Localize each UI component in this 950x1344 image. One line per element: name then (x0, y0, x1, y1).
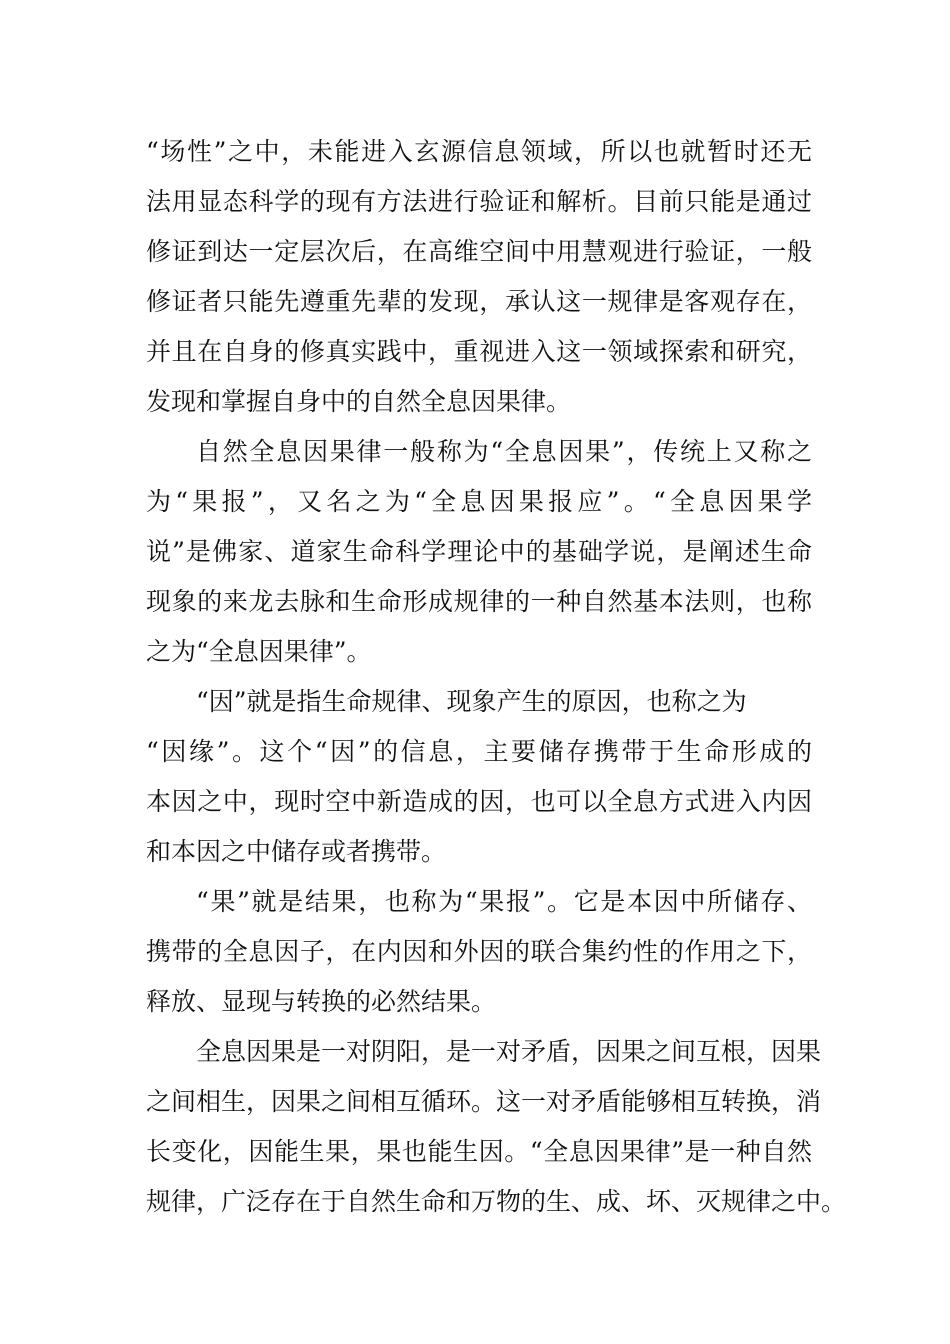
text-line: 说”是佛家、道家生命科学理论中的基础学说，是阐述生命 (146, 537, 812, 566)
paragraph-4 (146, 877, 812, 1027)
text-line: 修证者只能先遵重先辈的发现，承认这一规律是客观存在， (146, 287, 812, 316)
text-line: 法用显态科学的现有方法进行验证和解析。目前只能是通过 (146, 187, 812, 216)
text-line: 发现和掌握自身中的自然全息因果律。 (146, 387, 572, 416)
paragraph-2 (146, 427, 812, 677)
text-line: 长变化，因能生果，果也能生因。“全息因果律”是一种自然 (146, 1137, 812, 1166)
paragraph-5 (146, 1027, 847, 1227)
text-line: 规律，广泛存在于自然生命和万物的生、成、坏、灭规律之中。 (146, 1187, 847, 1216)
text-line: 现象的来龙去脉和生命形成规律的一种自然基本法则，也称 (146, 587, 812, 616)
text-line: “场性”之中，未能进入玄源信息领域，所以也就暂时还无 (146, 137, 812, 166)
text-line: 和本因之中储存或者携带。 (146, 837, 447, 866)
paragraph-3 (146, 677, 812, 877)
document-body (146, 127, 847, 1227)
text-line: 自然全息因果律一般称为“全息因果”，传统上又称之 (196, 437, 812, 466)
text-line: “因缘”。这个“因”的信息，主要储存携带于生命形成的 (146, 737, 812, 766)
text-line: “果”就是结果，也称为“果报”。它是本因中所储存、 (196, 887, 812, 916)
text-line: 本因之中，现时空中新造成的因，也可以全息方式进入内因 (146, 787, 812, 816)
text-line: 为“果报”，又名之为“全息因果报应”。“全息因果学 (146, 487, 812, 516)
text-line: 并且在自身的修真实践中，重视进入这一领域探索和研究， (146, 337, 812, 366)
text-line: 之为“全息因果律”。 (146, 637, 372, 666)
text-line: 全息因果是一对阴阳，是一对矛盾，因果之间互根，因果 (196, 1037, 822, 1066)
text-line: 携带的全息因子，在内因和外因的联合集约性的作用之下， (146, 937, 812, 966)
text-line: 之间相生，因果之间相互循环。这一对矛盾能够相互转换，消 (146, 1087, 822, 1116)
text-line: 释放、显现与转换的必然结果。 (146, 987, 497, 1016)
text-line: 修证到达一定层次后，在高维空间中用慧观进行验证，一般 (146, 237, 812, 266)
text-line: “因”就是指生命规律、现象产生的原因，也称之为 (196, 687, 747, 716)
paragraph-1 (146, 127, 812, 427)
